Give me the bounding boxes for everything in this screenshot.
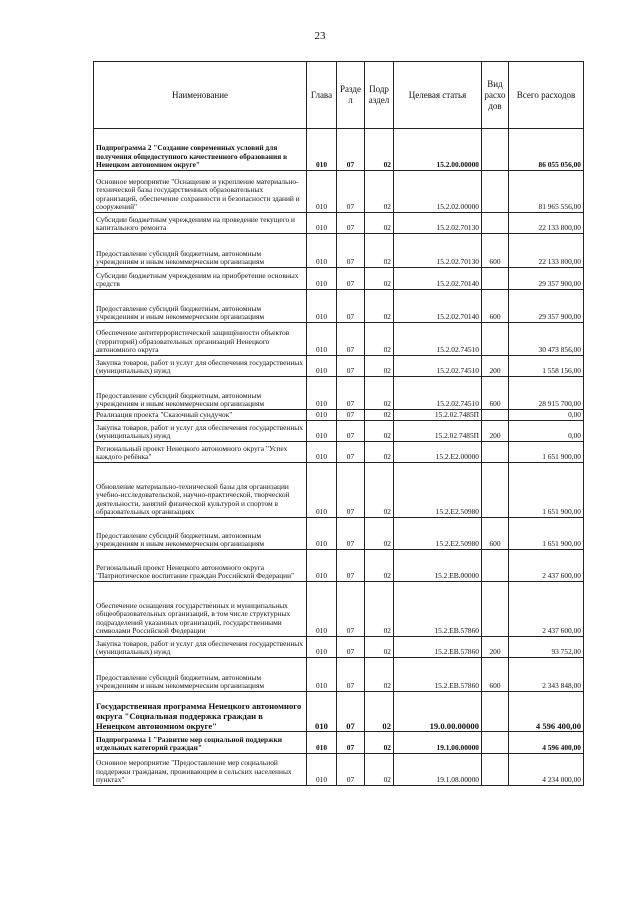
cell-podrazdel: 02 [365,356,394,377]
cell-podrazdel: 02 [365,518,394,550]
cell-vid [482,213,509,234]
table-row [94,637,584,658]
cell-vid [482,550,509,582]
cell-vid: 200 [482,637,509,658]
table-row [94,518,584,550]
cell-name: Закупка товаров, работ и услуг для обеспечения государственных (муниципальных) нужд [94,356,307,377]
cell-glava: 010 [307,377,337,410]
cell-razdel: 07 [337,463,365,518]
cell-statya: 19.1.00.00000 [394,732,482,754]
cell-razdel: 07 [337,377,365,410]
cell-statya: 15.2.EB.57860 [394,582,482,637]
cell-total: 29 357 900,00 [509,268,584,290]
cell-razdel: 07 [337,421,365,442]
cell-name: Закупка товаров, работ и услуг для обеспечения государственных (муниципальных) нужд [94,421,307,442]
table-row [94,323,584,356]
cell-razdel: 07 [337,410,365,421]
cell-podrazdel: 02 [365,234,394,268]
cell-total: 2 437 600,00 [509,582,584,637]
cell-statya: 15.2.02.7485П [394,421,482,442]
cell-vid [482,463,509,518]
cell-vid: 600 [482,234,509,268]
cell-glava: 010 [307,463,337,518]
cell-name: Подпрограмма 2 "Создание современных условий для получения общедоступного качественного образования в Ненецком автономном округе" [94,129,307,171]
cell-statya: 15.2.EB.57860 [394,637,482,658]
cell-podrazdel: 02 [365,637,394,658]
cell-name: Основное мероприятие "Оснащение и укрепление материально-технической базы государственных образовательных организаций, обеспечение сохранности и безопасности зданий и сооружений" [94,171,307,213]
cell-razdel: 07 [337,442,365,463]
cell-total: 30 473 856,00 [509,323,584,356]
cell-glava: 010 [307,518,337,550]
cell-name: Региональный проект Ненецкого автономного округа "Патриотическое воспитание граждан Российской Федерации" [94,550,307,582]
cell-vid [482,323,509,356]
cell-name: Обновление материально-технической базы для организации учебно-исследовательской, научно-практической, творческой деятельности, занятий физической культурой и спортом в образовательных организациях [94,463,307,518]
cell-statya: 19.0.00.00000 [394,692,482,732]
cell-vid [482,129,509,171]
cell-podrazdel: 02 [365,421,394,442]
cell-glava: 010 [307,442,337,463]
cell-glava: 010 [307,410,337,421]
cell-statya: 15.2.02.70130 [394,234,482,268]
table-row [94,442,584,463]
cell-total: 81 965 556,00 [509,171,584,213]
cell-podrazdel: 02 [365,290,394,323]
table-row [94,268,584,290]
cell-statya: 15.2.02.74510 [394,356,482,377]
cell-glava: 010 [307,171,337,213]
cell-statya: 15.2.02.00000 [394,171,482,213]
cell-razdel: 07 [337,213,365,234]
cell-name: Предоставление субсидий бюджетным, автономным учреждениям и иным некоммерческим организациям [94,234,307,268]
cell-statya: 15.2.E2.00000 [394,442,482,463]
cell-statya: 15.2.02.70130 [394,213,482,234]
cell-vid: 600 [482,377,509,410]
cell-podrazdel: 02 [365,692,394,732]
cell-razdel: 07 [337,637,365,658]
cell-glava: 010 [307,732,337,754]
column-header-razdel: Разде л [337,62,365,129]
cell-total: 28 915 700,00 [509,377,584,410]
cell-name: Основное мероприятие "Предоставление мер социальной поддержки гражданам, проживающим в сельских населенных пунктах" [94,754,307,786]
cell-podrazdel: 02 [365,732,394,754]
cell-statya: 15.2.02.74510 [394,377,482,410]
cell-razdel: 07 [337,129,365,171]
column-header-podrazdel: Подр аздел [365,62,394,129]
cell-vid: 200 [482,421,509,442]
cell-razdel: 07 [337,171,365,213]
cell-statya: 15.2.02.70140 [394,290,482,323]
cell-podrazdel: 02 [365,129,394,171]
cell-razdel: 07 [337,550,365,582]
cell-name: Обеспечение оснащения государственных и муниципальных общеобразовательных организаций, в том числе структурных подразделений указанных организаций, государственными символами Российской Федерации [94,582,307,637]
cell-statya: 15.2.02.70140 [394,268,482,290]
cell-total: 1 651 900,00 [509,463,584,518]
table-row [94,410,584,421]
cell-statya: 15.2.EB.00000 [394,550,482,582]
table-row [94,171,584,213]
cell-name: Обеспечение антитеррористической защищённости объектов (территорий) образовательных организаций Ненецкого автономного округа [94,323,307,356]
table-row [94,582,584,637]
column-header-name: Наименование [94,62,307,129]
column-header-vid: Вид расхо дов [482,62,509,129]
cell-total: 93 752,00 [509,637,584,658]
cell-vid [482,732,509,754]
cell-total: 86 055 056,00 [509,129,584,171]
cell-podrazdel: 02 [365,582,394,637]
cell-podrazdel: 02 [365,754,394,786]
budget-table [93,61,584,786]
cell-total: 4 596 400,00 [509,732,584,754]
cell-total: 1 651 900,00 [509,442,584,463]
cell-vid [482,171,509,213]
cell-total: 22 133 800,00 [509,213,584,234]
cell-podrazdel: 02 [365,171,394,213]
cell-vid [482,410,509,421]
cell-name: Субсидии бюджетным учреждениям на проведение текущего и капитального ремонта [94,213,307,234]
table-row [94,234,584,268]
cell-glava: 010 [307,213,337,234]
cell-razdel: 07 [337,290,365,323]
cell-name: Реализация проекта "Сказочный сундучок" [94,410,307,421]
cell-name: Региональный проект Ненецкого автономного округа "Успех каждого ребёнка" [94,442,307,463]
cell-total: 4 596 400,00 [509,692,584,732]
column-header-total: Всего расходов [509,62,584,129]
cell-razdel: 07 [337,518,365,550]
cell-razdel: 07 [337,754,365,786]
cell-razdel: 07 [337,268,365,290]
cell-glava: 010 [307,268,337,290]
cell-glava: 010 [307,234,337,268]
page-number: 23 [314,30,326,42]
cell-podrazdel: 02 [365,323,394,356]
cell-total: 0,00 [509,421,584,442]
cell-razdel: 07 [337,356,365,377]
cell-statya: 15.2.02.74510 [394,323,482,356]
cell-name: Подпрограмма 1 "Развитие мер социальной поддержки отдельных категорий граждан" [94,732,307,754]
cell-glava: 010 [307,290,337,323]
cell-vid [482,268,509,290]
table-row [94,732,584,754]
cell-podrazdel: 02 [365,213,394,234]
cell-razdel: 07 [337,658,365,692]
cell-glava: 010 [307,129,337,171]
cell-podrazdel: 02 [365,377,394,410]
table-row [94,658,584,692]
cell-total: 0,00 [509,410,584,421]
cell-vid: 600 [482,290,509,323]
cell-glava: 010 [307,754,337,786]
cell-total: 1 558 156,00 [509,356,584,377]
table-row [94,754,584,786]
cell-total: 2 343 848,00 [509,658,584,692]
cell-podrazdel: 02 [365,550,394,582]
column-header-glava: Глава [307,62,337,129]
cell-statya: 15.2.EB.57860 [394,658,482,692]
cell-glava: 010 [307,658,337,692]
cell-podrazdel: 02 [365,442,394,463]
cell-vid: 600 [482,518,509,550]
cell-podrazdel: 02 [365,410,394,421]
cell-razdel: 07 [337,323,365,356]
cell-razdel: 07 [337,692,365,732]
cell-glava: 010 [307,421,337,442]
cell-statya: 15.2.02.7485П [394,410,482,421]
cell-vid: 600 [482,658,509,692]
cell-name: Предоставление субсидий бюджетным, автономным учреждениям и иным некоммерческим организациям [94,658,307,692]
table-row [94,550,584,582]
cell-podrazdel: 02 [365,658,394,692]
table-row [94,356,584,377]
cell-name: Государственная программа Ненецкого автономного округа "Социальная поддержка граждан в Ненецком автономном округе" [94,692,307,732]
cell-name: Закупка товаров, работ и услуг для обеспечения государственных (муниципальных) нужд [94,637,307,658]
cell-vid: 200 [482,356,509,377]
cell-podrazdel: 02 [365,268,394,290]
cell-glava: 010 [307,692,337,732]
table-row [94,290,584,323]
cell-vid [482,754,509,786]
cell-total: 2 437 600,00 [509,550,584,582]
cell-name: Предоставление субсидий бюджетным, автономным учреждениям и иным некоммерческим организациям [94,290,307,323]
cell-name: Предоставление субсидий бюджетным, автономным учреждениям и иным некоммерческим организациям [94,377,307,410]
cell-glava: 010 [307,582,337,637]
cell-name: Предоставление субсидий бюджетным, автономным учреждениям и иным некоммерческим организациям [94,518,307,550]
cell-vid [482,582,509,637]
cell-statya: 15.2.00.00000 [394,129,482,171]
cell-razdel: 07 [337,582,365,637]
cell-vid [482,442,509,463]
cell-total: 22 133 800,00 [509,234,584,268]
cell-razdel: 07 [337,732,365,754]
cell-vid [482,692,509,732]
table-row [94,129,584,171]
table-row [94,463,584,518]
cell-glava: 010 [307,550,337,582]
cell-statya: 15.2.E2.50980 [394,463,482,518]
column-header-statya: Целевая статья [394,62,482,129]
table-header-row [94,62,584,129]
cell-total: 4 234 000,00 [509,754,584,786]
cell-statya: 19.1.08.00000 [394,754,482,786]
table-row [94,421,584,442]
cell-name: Субсидии бюджетным учреждениям на приобретение основных средств [94,268,307,290]
cell-statya: 15.2.E2.50980 [394,518,482,550]
cell-total: 29 357 900,00 [509,290,584,323]
cell-glava: 010 [307,637,337,658]
table-row [94,377,584,410]
cell-podrazdel: 02 [365,463,394,518]
cell-glava: 010 [307,356,337,377]
cell-glava: 010 [307,323,337,356]
table-row [94,213,584,234]
table-row [94,692,584,732]
cell-total: 1 651 900,00 [509,518,584,550]
cell-razdel: 07 [337,234,365,268]
